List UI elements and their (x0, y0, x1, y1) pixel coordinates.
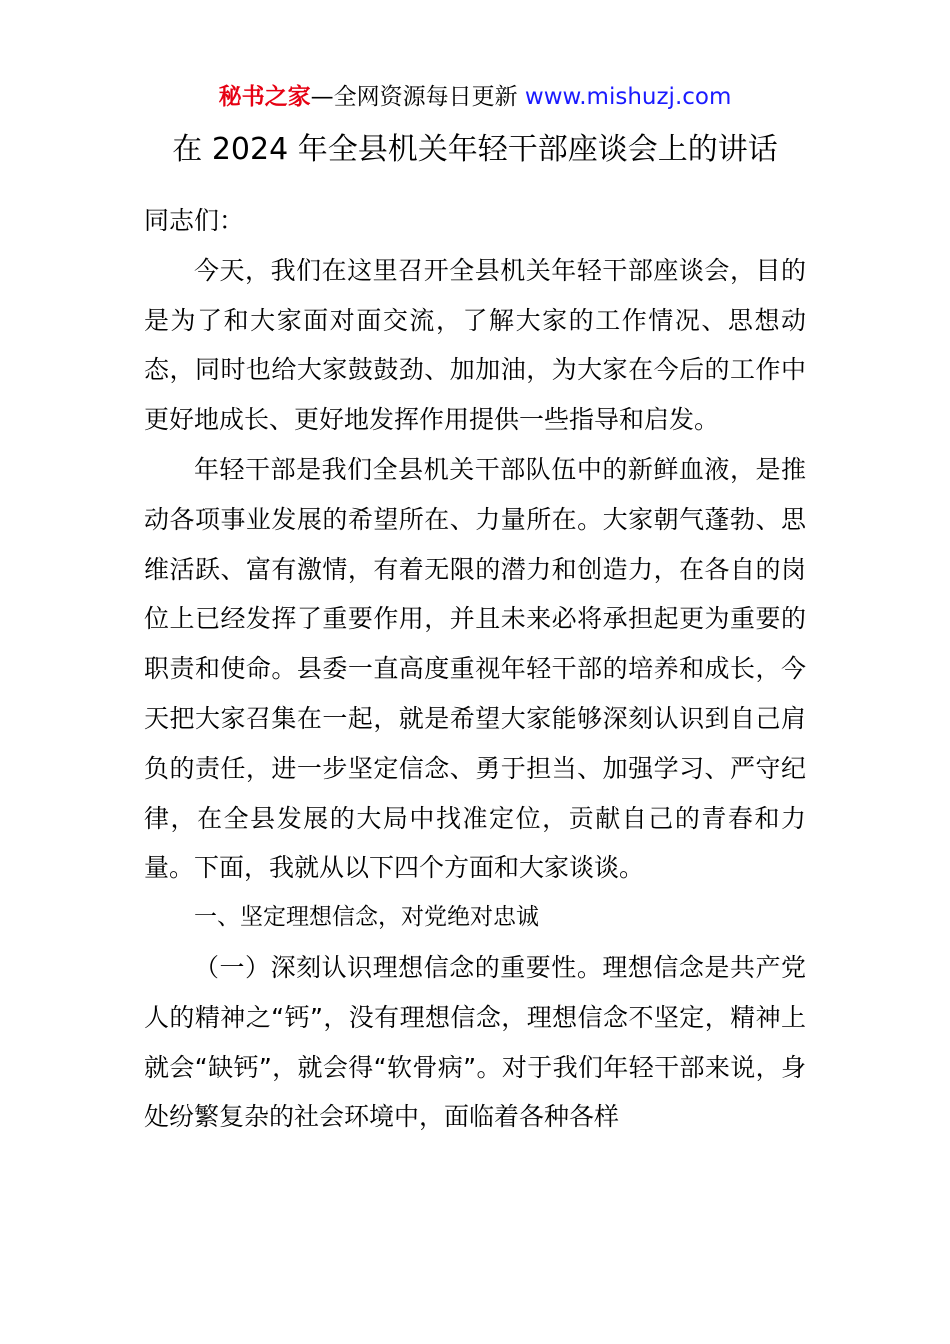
document-title: 在 2024 年全县机关年轻干部座谈会上的讲话 (172, 132, 778, 167)
section-heading: 一、坚定理想信念，对党绝对忠诚 (194, 904, 539, 931)
paragraph: 年轻干部是我们全县机关干部队伍中的新鲜血液，是推动各项事业发展的希望所在、力量所在。大家朝气蓬勃、思维活跃、富有激情，有着无限的潜力和创造力，在各自的岗位上已经发挥了重要作用，并且未来必将承担起更为重要的职责和使命。县委一直高度重视年轻干部的培养和成长，今天把大家召集在一起，就是希望大家能够深刻认识到自己肩负的责任，进一步坚定信念、勇于担当、加强学习、严守纪律，在全县发展的大局中找准定位，贡献自己的青春和力量。下面，我就从以下四个方面和大家谈谈。 (144, 454, 806, 883)
subsection-paragraph: （一）深刻认识理想信念的重要性。理想信念是共产党人的精神之“钙”，没有理想信念，理想信念不坚定，精神上就会“缺钙”，就会得“软骨病”。对于我们年轻干部来说，身处纷繁复杂的社会环境中，面临着各种各样 (144, 952, 806, 1132)
brand-name: 秘书之家 (218, 84, 311, 110)
paragraph: 今天，我们在这里召开全县机关年轻干部座谈会，目的是为了和大家面对面交流，了解大家的工作情况、思想动态，同时也给大家鼓鼓劲、加加油，为大家在今后的工作中更好地成长、更好地发挥作用提供一些指导和启发。 (144, 255, 806, 435)
salutation: 同志们： (144, 206, 245, 235)
site-url[interactable]: www.mishuzj.com (524, 84, 732, 110)
document-body (144, 196, 806, 1142)
site-header (0, 80, 950, 114)
site-slogan: —全网资源每日更新 (310, 84, 518, 110)
